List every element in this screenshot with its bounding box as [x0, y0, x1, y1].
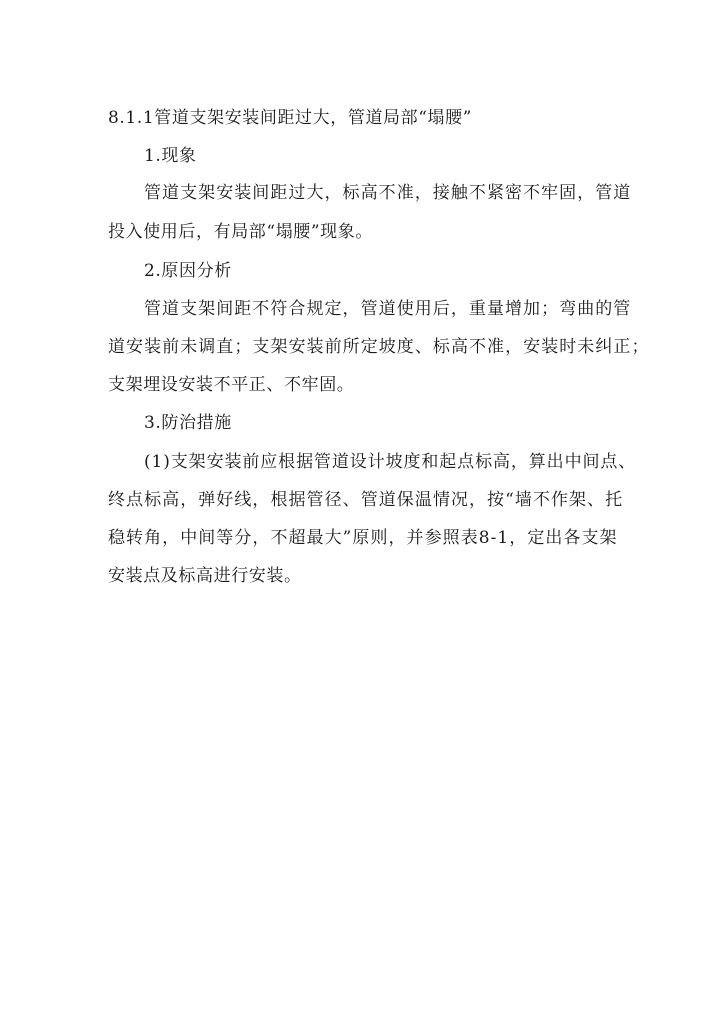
paragraph-line: 管道支架安装间距过大，标高不准，接触不紧密不牢固，管道: [144, 183, 632, 203]
paragraph-line: 终点标高，弹好线，根据管径、管道保温情况，按“墙不作架、托: [108, 490, 624, 510]
paragraph-line: 安装点及标高进行安装。: [108, 566, 302, 586]
section-heading: 8.1.1管道支架安装间距过大，管道局部“塌腰”: [108, 108, 473, 128]
paragraph-line: 道安装前未调直；支架安装前所定坡度、标高不准，安装时未纠正；: [108, 337, 650, 357]
paragraph-line: 管道支架间距不符合规定，管道使用后，重量增加；弯曲的管: [144, 299, 632, 319]
subsection-title-phenomenon: 1.现象: [144, 146, 197, 166]
subsection-title-cause-analysis: 2.原因分析: [144, 261, 232, 281]
paragraph-line: 投入使用后，有局部“塌腰”现象。: [108, 222, 373, 242]
paragraph-line: 支架埋设安装不平正、不牢固。: [108, 375, 355, 395]
paragraph-line: (1)支架安装前应根据管道设计坡度和起点标高，算出中间点、: [144, 452, 637, 472]
subsection-title-prevention: 3.防治措施: [144, 413, 232, 433]
paragraph-line: 稳转角，中间等分，不超最大”原则，并参照表8-1，定出各支架: [108, 528, 618, 548]
